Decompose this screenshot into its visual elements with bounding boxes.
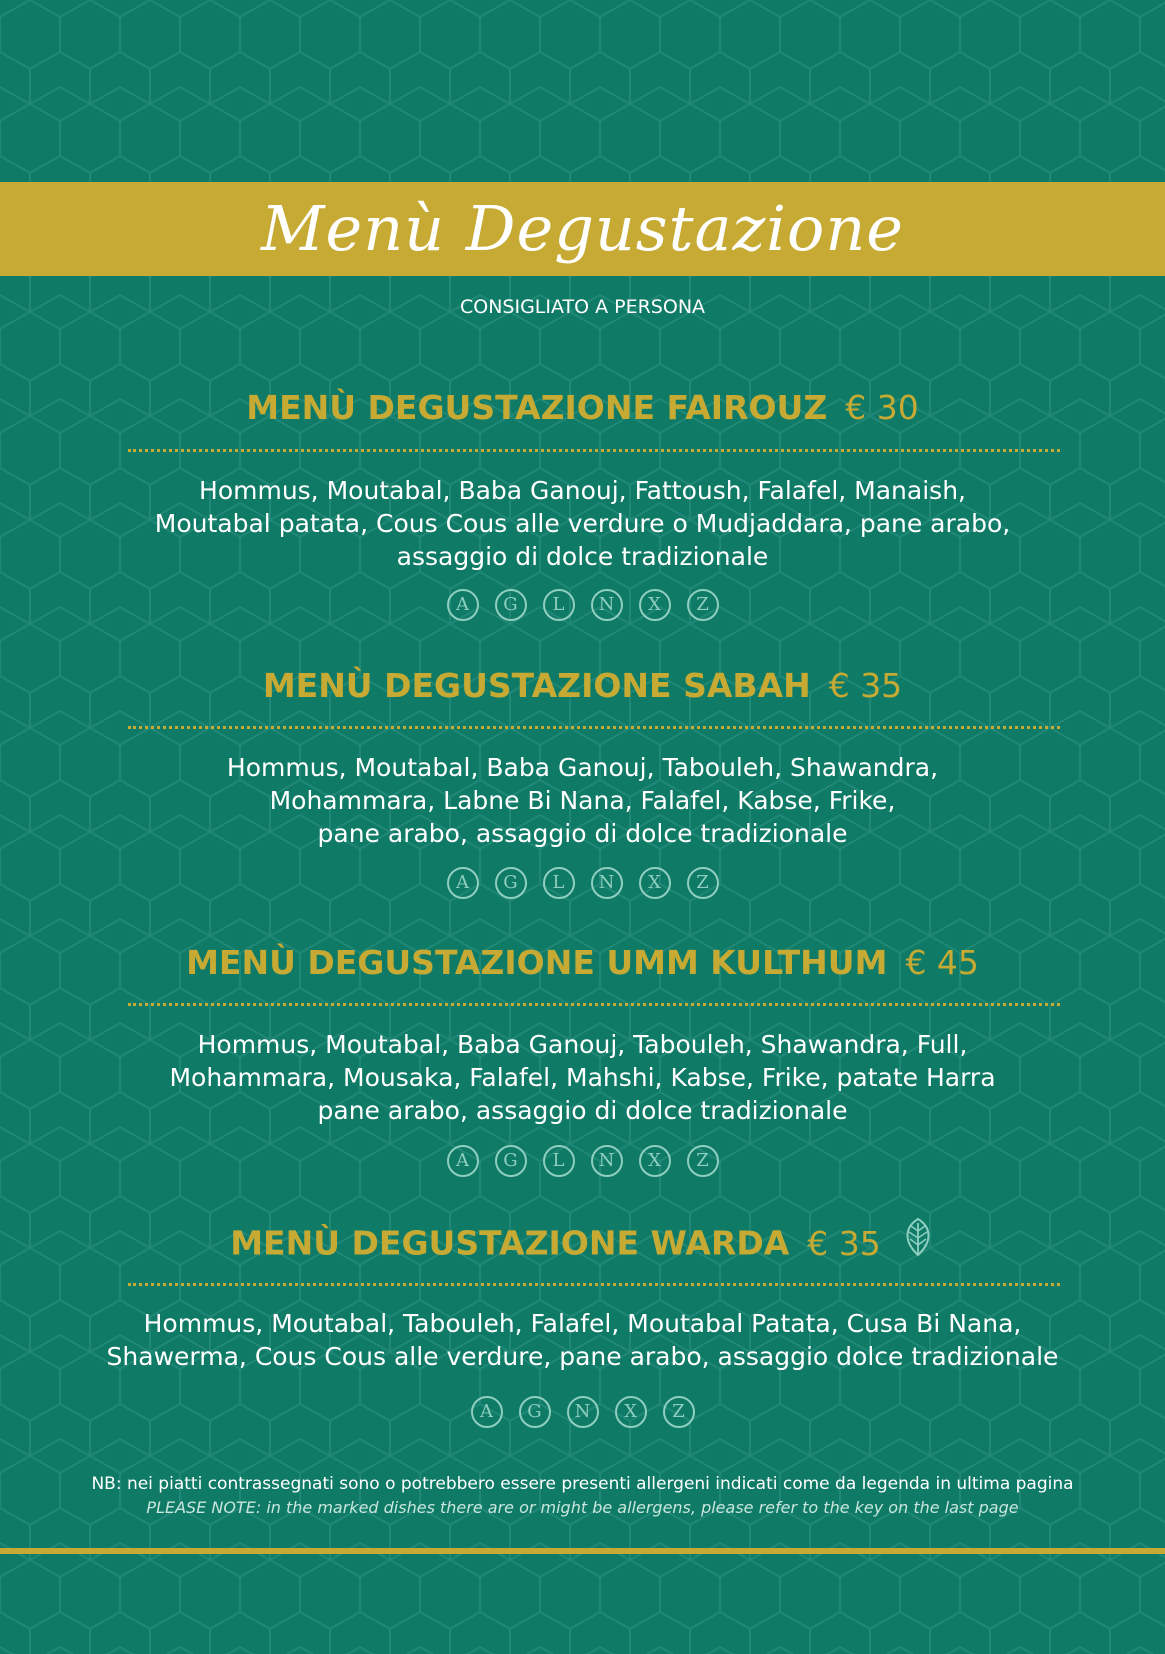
menu-price: € 35 [828, 666, 903, 705]
menu-title [0, 666, 1165, 705]
allergen-badge: N [591, 1145, 623, 1177]
allergen-badge: Z [687, 1145, 719, 1177]
menu-name: MENÙ DEGUSTAZIONE WARDA [230, 1223, 790, 1263]
description-line: Hommus, Moutabal, Baba Ganouj, Tabouleh, Shawandra, [226, 753, 939, 782]
menu-title [0, 1221, 1165, 1269]
allergen-badge: X [639, 1145, 671, 1177]
menu-title [0, 388, 1165, 427]
dotted-divider [128, 1283, 1060, 1286]
menu-description [60, 751, 1105, 850]
allergen-badge: X [639, 589, 671, 621]
description-line: Hommus, Moutabal, Tabouleh, Falafel, Moutabal Patata, Cusa Bi Nana, [143, 1309, 1022, 1338]
page-title: Menù Degustazione [261, 192, 904, 265]
allergen-badge: A [447, 867, 479, 899]
menu-price: € 45 [905, 943, 979, 982]
menu-price: € 35 [807, 1223, 881, 1263]
description-line: Moutabal patata, Cous Cous alle verdure o Mudjaddara, pane arabo, [154, 509, 1011, 538]
description-line: Hommus, Moutabal, Baba Ganouj, Fattoush, Falafel, Manaish, [199, 476, 966, 505]
allergen-badge: G [495, 867, 527, 899]
allergen-badge: A [471, 1396, 503, 1428]
description-line: Mohammara, Labne Bi Nana, Falafel, Kabse, Frike, [269, 786, 896, 815]
allergen-badge: N [591, 867, 623, 899]
menu-description [60, 1307, 1105, 1373]
footer-divider [0, 1548, 1165, 1554]
allergen-list [0, 867, 1165, 899]
allergen-badge: X [639, 867, 671, 899]
menu-price: € 30 [845, 388, 919, 427]
allergen-badge: L [543, 1145, 575, 1177]
description-line: Shawerma, Cous Cous alle verdure, pane arabo, assaggio dolce tradizionale [106, 1342, 1059, 1371]
menu-name: MENÙ DEGUSTAZIONE FAIROUZ [246, 388, 828, 427]
menu-title [0, 943, 1165, 982]
allergen-badge: N [591, 589, 623, 621]
allergen-note-italian: NB: nei piatti contrassegnati sono o potrebbero essere presenti allergeni indicati come da legenda in ultima pagina [91, 1474, 1074, 1494]
menu-description [60, 474, 1105, 573]
allergen-badge: G [495, 1145, 527, 1177]
allergen-badge: L [543, 589, 575, 621]
allergen-badge: A [447, 1145, 479, 1177]
allergen-badge: Z [687, 867, 719, 899]
allergen-badge: Z [687, 589, 719, 621]
description-line: pane arabo, assaggio di dolce tradizionale [317, 819, 848, 848]
page-subtitle: CONSIGLIATO A PERSONA [459, 296, 706, 318]
allergen-badge: G [495, 589, 527, 621]
description-line: assaggio di dolce tradizionale [396, 542, 769, 571]
menu-name: MENÙ DEGUSTAZIONE UMM KULTHUM [186, 943, 888, 982]
allergen-note-english: PLEASE NOTE: in the marked dishes there are or might be allergens, please refer to the key on the last page [146, 1498, 1019, 1517]
allergen-list [0, 589, 1165, 621]
allergen-badge: X [615, 1396, 647, 1428]
allergen-badge: G [519, 1396, 551, 1428]
allergen-badge: L [543, 867, 575, 899]
description-line: Mohammara, Mousaka, Falafel, Mahshi, Kabse, Frike, patate Harra [169, 1063, 996, 1092]
dotted-divider [128, 449, 1060, 452]
menu-name: MENÙ DEGUSTAZIONE SABAH [262, 666, 811, 705]
allergen-badge: Z [663, 1396, 695, 1428]
leaf-icon [901, 1217, 935, 1265]
allergen-list [0, 1396, 1165, 1428]
allergen-list [0, 1145, 1165, 1177]
description-line: pane arabo, assaggio di dolce tradizionale [317, 1096, 848, 1125]
allergen-badge: A [447, 589, 479, 621]
dotted-divider [128, 1003, 1060, 1006]
dotted-divider [128, 726, 1060, 729]
description-line: Hommus, Moutabal, Baba Ganouj, Tabouleh, Shawandra, Full, [197, 1030, 968, 1059]
allergen-badge: N [567, 1396, 599, 1428]
menu-description [60, 1028, 1105, 1127]
